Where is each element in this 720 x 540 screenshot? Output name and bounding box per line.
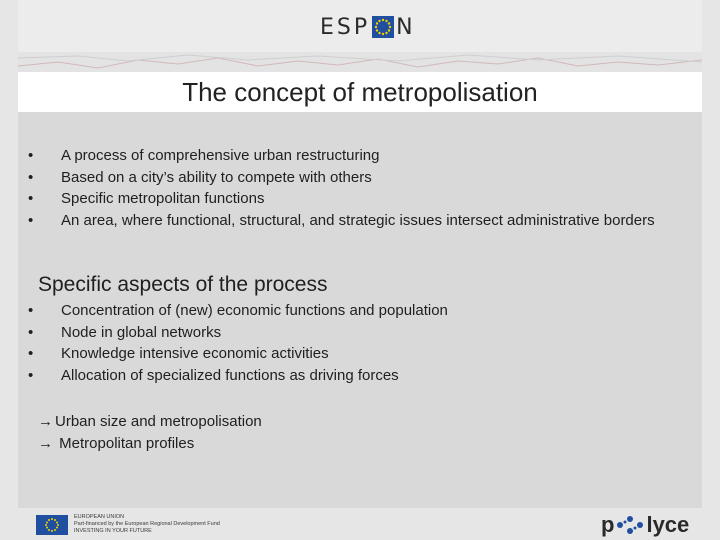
polyce-text-left: p [601, 512, 615, 537]
bullet-icon: • [28, 147, 34, 164]
slide-title: The concept of metropolisation [182, 77, 538, 107]
map-decoration-band [18, 52, 702, 72]
bullet-icon: • [28, 211, 34, 229]
bullet-text: An area, where functional, structural, and strategic issues intersect administrative borders [61, 211, 655, 229]
arrow-item [38, 411, 262, 433]
bullet-icon: • [28, 323, 34, 341]
list-item [18, 322, 678, 344]
arrow-item [38, 433, 262, 455]
bullet-text: A process of comprehensive urban restructuring [61, 147, 380, 164]
polyce-dots-icon [615, 514, 645, 536]
bullet-icon: • [28, 302, 34, 319]
eu-line: EUROPEAN UNION [74, 514, 125, 520]
arrow-list [38, 411, 262, 455]
list-item [18, 343, 678, 365]
eu-flag-icon [36, 515, 68, 535]
bullet-icon: • [28, 168, 34, 186]
eu-line: INVESTING IN YOUR FUTURE [74, 528, 152, 534]
bullet-icon: • [28, 366, 34, 384]
section-heading: Specific aspects of the process [38, 273, 328, 296]
list-item [18, 210, 678, 232]
bullet-text: Knowledge intensive economic activities [61, 345, 329, 362]
slide [18, 0, 702, 540]
list-item [18, 145, 678, 167]
arrow-item-text: Urban size and metropolisation [55, 413, 262, 430]
polyce-logo [601, 512, 689, 538]
list-item [18, 188, 678, 210]
arrow-item-text: Metropolitan profiles [55, 435, 195, 452]
title-bar [18, 72, 702, 112]
list-item [18, 300, 678, 322]
arrow-right-icon: → [38, 413, 53, 430]
eu-funding-text [74, 514, 220, 535]
aspects-bullet-list [18, 300, 678, 386]
bullet-icon: • [28, 345, 34, 362]
list-item [18, 365, 678, 387]
eu-line: Part-financed by the European Regional Development Fund [74, 521, 220, 527]
bullet-text: Based on a city’s ability to compete with others [61, 168, 372, 186]
arrow-right-icon: → [38, 435, 53, 452]
list-item [18, 167, 678, 189]
logo-text-left: ESP [320, 14, 371, 40]
bullet-text: Allocation of specialized functions as driving forces [61, 366, 399, 384]
eu-star-circle-icon [372, 16, 394, 38]
bullet-icon: • [28, 190, 34, 207]
bullet-text: Concentration of (new) economic functions and population [61, 302, 448, 319]
polyce-text-right: lyce [646, 512, 690, 537]
bullet-text: Node in global networks [61, 323, 222, 341]
bullet-text: Specific metropolitan functions [61, 190, 265, 207]
logo-text-right: N [396, 14, 416, 40]
espon-logo [320, 13, 416, 41]
header-band [18, 0, 702, 52]
main-bullet-list [18, 145, 678, 231]
footer-band [18, 508, 702, 540]
